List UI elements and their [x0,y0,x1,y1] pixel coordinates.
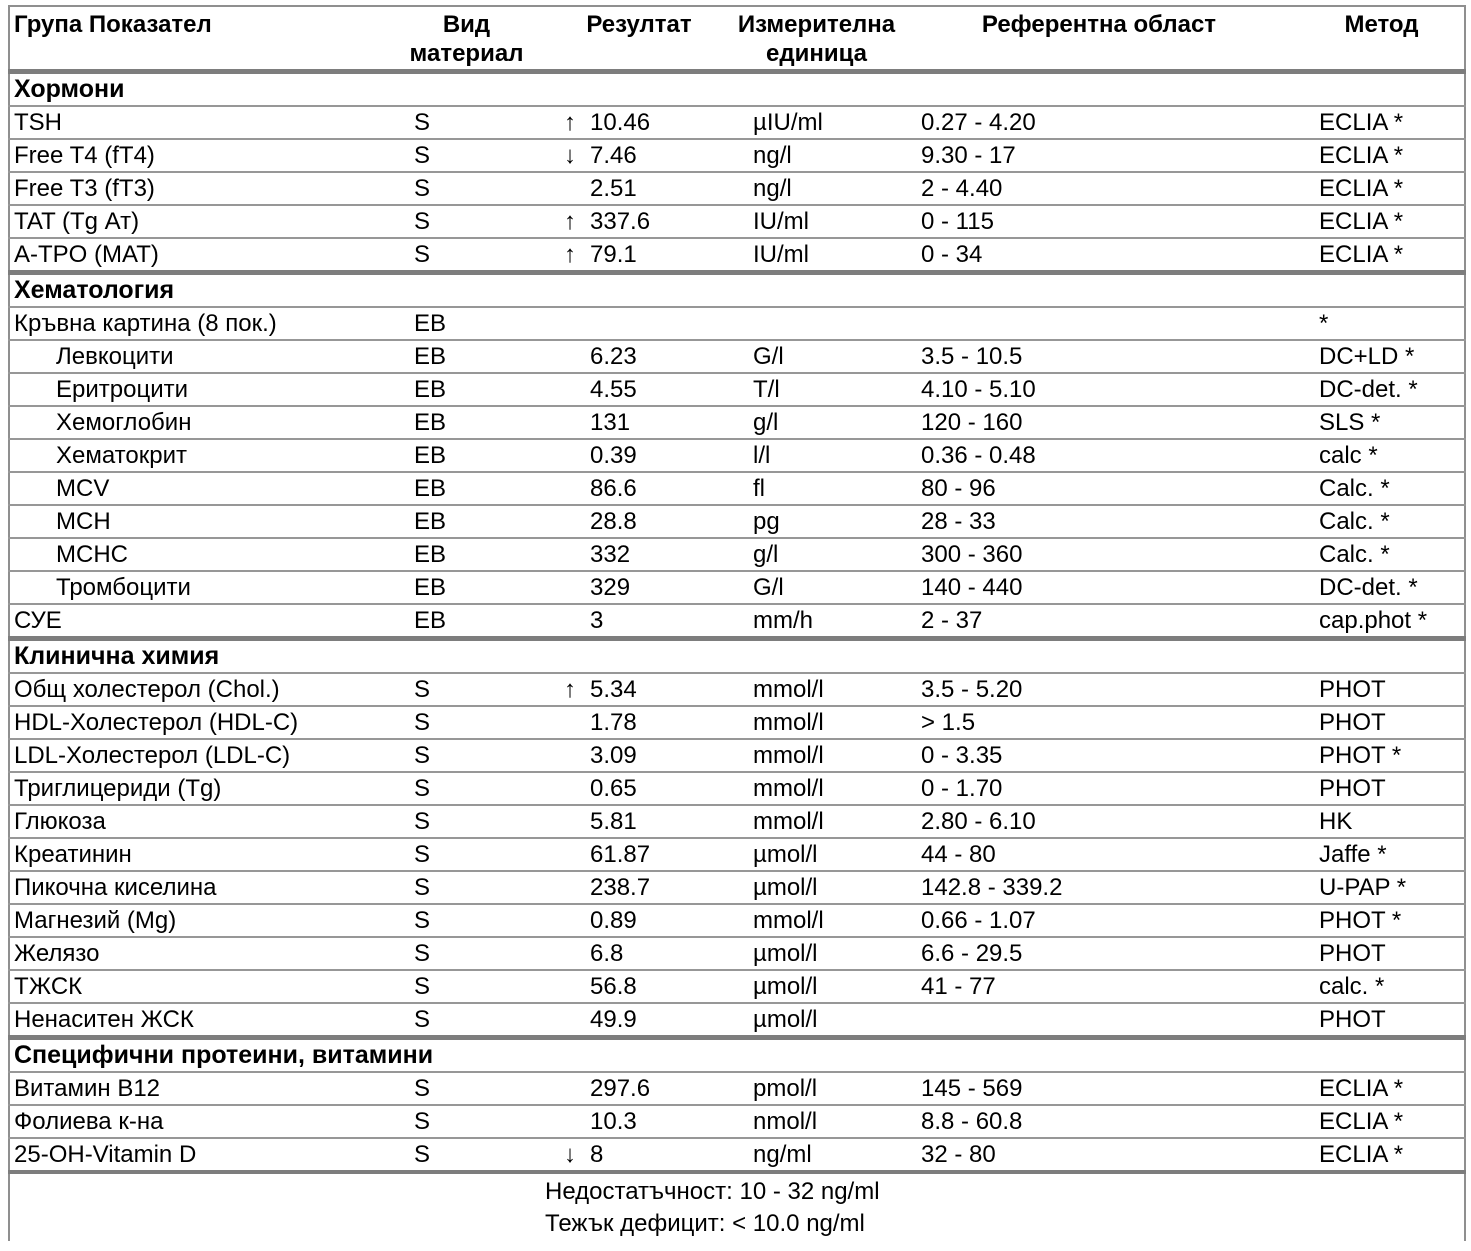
parameter-name: Ненаситен ЖСК [9,1003,389,1038]
table-row [9,1138,1465,1172]
reference-range: 3.5 - 5.20 [899,673,1299,706]
measurement-unit [734,307,899,340]
reference-range: 4.10 - 5.10 [899,373,1299,406]
method: ECLIA * [1299,106,1465,139]
method: calc. * [1299,970,1465,1003]
reference-range: 145 - 569 [899,1072,1299,1105]
table-row [9,970,1465,1003]
parameter-name: Желязо [9,937,389,970]
reference-range: 6.6 - 29.5 [899,937,1299,970]
material-type: S [389,238,544,273]
result-cell [544,373,734,406]
reference-range: 28 - 33 [899,505,1299,538]
method: Calc. * [1299,538,1465,571]
method: cap.phot * [1299,604,1465,639]
material-type: EB [389,373,544,406]
table-row [9,340,1465,373]
parameter-name: Общ холестерол (Chol.) [9,673,389,706]
parameter-name: Витамин B12 [9,1072,389,1105]
measurement-unit: mmol/l [734,706,899,739]
result-cell [544,172,734,205]
method: DC+LD * [1299,340,1465,373]
reference-range: 2 - 37 [899,604,1299,639]
measurement-unit: µmol/l [734,838,899,871]
table-row [9,307,1465,340]
reference-range: 2 - 4.40 [899,172,1299,205]
result-value: 28.8 [590,507,637,535]
material-type: S [389,706,544,739]
reference-range: 80 - 96 [899,472,1299,505]
method: HK [1299,805,1465,838]
reference-range: 0.36 - 0.48 [899,439,1299,472]
measurement-unit: pg [734,505,899,538]
table-row [9,937,1465,970]
table-row [9,205,1465,238]
result-value: 0.65 [590,774,637,802]
table-row [9,805,1465,838]
reference-range: 0 - 3.35 [899,739,1299,772]
result-value: 131 [590,408,631,436]
reference-range: > 1.5 [899,706,1299,739]
material-type: S [389,838,544,871]
parameter-name: Free T3 (fT3) [9,172,389,205]
parameter-name: Пикочна киселина [9,871,389,904]
table-row [9,238,1465,273]
result-cell [544,439,734,472]
result-cell [544,604,734,639]
section-title: Специфични протеини, витамини [9,1038,1465,1073]
section-title: Хематология [9,273,1465,308]
parameter-name: Триглицериди (Tg) [9,772,389,805]
method: PHOT * [1299,739,1465,772]
material-type: S [389,172,544,205]
table-row [9,106,1465,139]
reference-range: 8.8 - 60.8 [899,1105,1299,1138]
method: Jaffe * [1299,838,1465,871]
method: Calc. * [1299,505,1465,538]
footnote-cell [544,1172,1465,1241]
method: ECLIA * [1299,172,1465,205]
result-flag-arrow-icon: ↑ [564,240,576,268]
method: PHOT [1299,937,1465,970]
method: PHOT [1299,673,1465,706]
result-cell [544,673,734,706]
parameter-name: Глюкоза [9,805,389,838]
table-row [9,1072,1465,1105]
result-value: 6.23 [590,342,637,370]
footnote-line: Тежък дефицит: < 10.0 ng/ml [545,1210,865,1237]
result-value: 3.09 [590,741,637,769]
table-row [9,172,1465,205]
result-cell [544,1138,734,1172]
measurement-unit: mmol/l [734,904,899,937]
table-row [9,472,1465,505]
reference-range: 0 - 115 [899,205,1299,238]
result-value: 10.46 [590,108,651,136]
method: Calc. * [1299,472,1465,505]
measurement-unit: g/l [734,406,899,439]
reference-range [899,307,1299,340]
result-cell [544,1003,734,1038]
parameter-name: MCV [9,472,389,505]
result-flag-arrow-icon: ↑ [564,675,576,703]
result-value: 238.7 [590,873,651,901]
parameter-name: Хематокрит [9,439,389,472]
measurement-unit: ng/l [734,139,899,172]
result-cell [544,538,734,571]
method: * [1299,307,1465,340]
table-row [9,904,1465,937]
table-row [9,571,1465,604]
result-value: 332 [590,540,631,568]
column-header-material: Вид материал [409,11,524,67]
method: PHOT [1299,772,1465,805]
table-row [9,406,1465,439]
parameter-name: Кръвна картина (8 пок.) [9,307,389,340]
footnote-line: Недостатъчност: 10 - 32 ng/ml [545,1178,880,1205]
result-cell [544,838,734,871]
material-type: EB [389,307,544,340]
material-type: EB [389,604,544,639]
parameter-name: LDL-Холестерол (LDL-C) [9,739,389,772]
method: PHOT * [1299,904,1465,937]
method: ECLIA * [1299,1138,1465,1172]
material-type: S [389,739,544,772]
measurement-unit: mmol/l [734,673,899,706]
reference-range: 142.8 - 339.2 [899,871,1299,904]
result-value: 0.89 [590,906,637,934]
material-type: S [389,937,544,970]
measurement-unit: mmol/l [734,805,899,838]
table-row [9,505,1465,538]
measurement-unit: µmol/l [734,1003,899,1038]
result-value: 8 [590,1140,604,1168]
reference-range: 140 - 440 [899,571,1299,604]
parameter-name: HDL-Холестерол (HDL-C) [9,706,389,739]
measurement-unit: g/l [734,538,899,571]
parameter-name: Магнезий (Mg) [9,904,389,937]
parameter-name: Хемоглобин [9,406,389,439]
table-footer [9,1172,1465,1241]
parameter-name: TSH [9,106,389,139]
material-type: EB [389,406,544,439]
table-row [9,1003,1465,1038]
result-value: 6.8 [590,939,624,967]
reference-range: 32 - 80 [899,1138,1299,1172]
column-header-group: Група Показател [14,11,212,38]
material-type: S [389,139,544,172]
result-cell [544,706,734,739]
method: PHOT [1299,1003,1465,1038]
material-type: S [389,1105,544,1138]
reference-range: 0.66 - 1.07 [899,904,1299,937]
material-type: S [389,1138,544,1172]
section-header-row [9,72,1465,107]
measurement-unit: T/l [734,373,899,406]
parameter-name: A-TPO (MAT) [9,238,389,273]
result-value: 5.34 [590,675,637,703]
measurement-unit: µmol/l [734,937,899,970]
column-header-unit: Измерителна единица [737,11,896,67]
material-type: S [389,970,544,1003]
table-row [9,1105,1465,1138]
result-cell [544,871,734,904]
column-header-method: Метод [1344,11,1419,38]
table-row [9,706,1465,739]
reference-range: 9.30 - 17 [899,139,1299,172]
section-title: Хормони [9,72,1465,107]
result-value: 3 [590,606,604,634]
measurement-unit: G/l [734,571,899,604]
parameter-name: Еритроцити [9,373,389,406]
result-cell [544,340,734,373]
measurement-unit: µmol/l [734,970,899,1003]
material-type: EB [389,505,544,538]
result-cell [544,106,734,139]
material-type: S [389,106,544,139]
measurement-unit: µIU/ml [734,106,899,139]
table-row [9,673,1465,706]
material-type: EB [389,538,544,571]
method: PHOT [1299,706,1465,739]
section-header-row [9,639,1465,674]
method: SLS * [1299,406,1465,439]
result-cell [544,904,734,937]
method: DC-det. * [1299,373,1465,406]
result-value: 49.9 [590,1005,637,1033]
reference-range: 2.80 - 6.10 [899,805,1299,838]
material-type: EB [389,340,544,373]
material-type: S [389,1072,544,1105]
table-row [9,604,1465,639]
table-row [9,739,1465,772]
table-row [9,373,1465,406]
result-cell [544,970,734,1003]
table-row [9,772,1465,805]
measurement-unit: G/l [734,340,899,373]
parameter-name: Фолиева к-на [9,1105,389,1138]
result-cell [544,139,734,172]
result-cell [544,571,734,604]
result-flag-arrow-icon: ↓ [564,1140,576,1168]
result-cell [544,1105,734,1138]
result-cell [544,238,734,273]
measurement-unit: l/l [734,439,899,472]
reference-range: 0 - 34 [899,238,1299,273]
parameter-name: Free T4 (fT4) [9,139,389,172]
table-row [9,538,1465,571]
footnote-row [9,1172,1465,1241]
material-type: EB [389,439,544,472]
material-type: S [389,871,544,904]
measurement-unit: ng/ml [734,1138,899,1172]
reference-range: 0.27 - 4.20 [899,106,1299,139]
measurement-unit: mm/h [734,604,899,639]
measurement-unit: mmol/l [734,739,899,772]
result-cell [544,205,734,238]
result-value: 337.6 [590,207,651,235]
section-header-row [9,1038,1465,1073]
measurement-unit: µmol/l [734,871,899,904]
result-value: 56.8 [590,972,637,1000]
column-header-range: Референтна област [981,11,1217,38]
reference-range: 44 - 80 [899,838,1299,871]
parameter-name: СУЕ [9,604,389,639]
result-cell [544,307,734,340]
result-cell [544,1072,734,1105]
reference-range: 41 - 77 [899,970,1299,1003]
measurement-unit: ng/l [734,172,899,205]
measurement-unit: nmol/l [734,1105,899,1138]
result-value: 2.51 [590,174,637,202]
material-type: EB [389,472,544,505]
lab-results-table [8,5,1466,1241]
material-type: S [389,904,544,937]
result-value: 297.6 [590,1074,651,1102]
method: calc * [1299,439,1465,472]
result-flag-arrow-icon: ↓ [564,141,576,169]
result-flag-arrow-icon: ↑ [564,108,576,136]
parameter-name: ТЖСК [9,970,389,1003]
reference-range: 0 - 1.70 [899,772,1299,805]
reference-range: 300 - 360 [899,538,1299,571]
column-header-result: Резултат [586,11,692,38]
section-header-row [9,273,1465,308]
footnote-spacer-cell [9,1172,544,1241]
result-value: 1.78 [590,708,637,736]
material-type: EB [389,571,544,604]
header-row [9,6,1465,72]
measurement-unit: IU/ml [734,238,899,273]
result-value: 7.46 [590,141,637,169]
table-row [9,871,1465,904]
table-row [9,439,1465,472]
parameter-name: MCH [9,505,389,538]
result-value: 86.6 [590,474,637,502]
result-flag-arrow-icon: ↑ [564,207,576,235]
result-value: 4.55 [590,375,637,403]
material-type: S [389,673,544,706]
material-type: S [389,805,544,838]
table-body [9,72,1465,1173]
method: U-PAP * [1299,871,1465,904]
method: ECLIA * [1299,238,1465,273]
material-type: S [389,205,544,238]
reference-range: 3.5 - 10.5 [899,340,1299,373]
parameter-name: Креатинин [9,838,389,871]
table-row [9,838,1465,871]
method: ECLIA * [1299,1072,1465,1105]
table-row [9,139,1465,172]
result-cell [544,406,734,439]
result-value: 0.39 [590,441,637,469]
result-cell [544,739,734,772]
parameter-name: TAT (Tg Ат) [9,205,389,238]
method: ECLIA * [1299,139,1465,172]
method: ECLIA * [1299,1105,1465,1138]
result-cell [544,772,734,805]
result-cell [544,805,734,838]
measurement-unit: IU/ml [734,205,899,238]
result-value: 329 [590,573,631,601]
material-type: S [389,1003,544,1038]
parameter-name: 25-OH-Vitamin D [9,1138,389,1172]
result-cell [544,472,734,505]
measurement-unit: fl [734,472,899,505]
table-header [9,6,1465,72]
result-cell [544,937,734,970]
result-value: 79.1 [590,240,637,268]
reference-range [899,1003,1299,1038]
measurement-unit: mmol/l [734,772,899,805]
method: DC-det. * [1299,571,1465,604]
material-type: S [389,772,544,805]
result-value: 10.3 [590,1107,637,1135]
method: ECLIA * [1299,205,1465,238]
result-value: 5.81 [590,807,637,835]
reference-range: 120 - 160 [899,406,1299,439]
section-title: Клинична химия [9,639,1465,674]
parameter-name: Тромбоцити [9,571,389,604]
result-value: 61.87 [590,840,651,868]
measurement-unit: pmol/l [734,1072,899,1105]
result-cell [544,505,734,538]
parameter-name: Левкоцити [9,340,389,373]
parameter-name: MCHC [9,538,389,571]
